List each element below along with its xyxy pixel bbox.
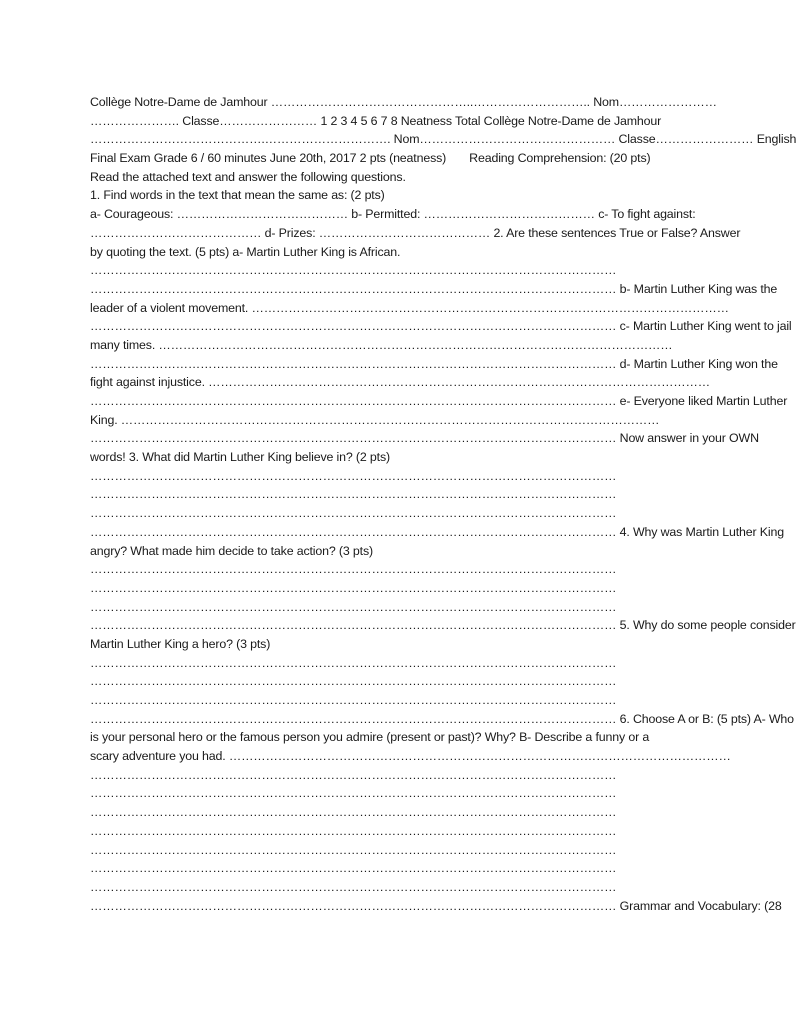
question-line: Martin Luther King a hero? (3 pts) <box>90 636 271 651</box>
answer-line: ………………………………………………………………………………………………………………… <box>90 263 617 278</box>
answer-line: ………………………………………………………………………………………………………………… d- Martin Luther King won the <box>90 356 778 371</box>
question-line: scary adventure you had. …………………………………………………………………………………………………………… <box>90 749 731 764</box>
answer-line: ………………………………………………………………………………………………………………… <box>90 786 617 801</box>
answer-line: ………………………………………………………………………………………………………………… <box>90 599 617 614</box>
answer-line: ………………………………………………………………………………………………………………… 6. Choose A or B: (5 pts) A- Who <box>90 711 794 726</box>
answer-line: fight against injustice. …………………………………………………………………………………………………………… <box>90 375 711 390</box>
answer-line: ………………………………………………………………………………………………………………… <box>90 506 617 521</box>
answer-line: ………………………………………………………………………………………………………………… <box>90 805 617 820</box>
question-line: is your personal hero or the famous person you admire (present or past)? Why? B- Describe a funny or a <box>90 730 650 745</box>
answer-line: many times. ……………………………………………………………………………………………………………… <box>90 337 673 352</box>
question-line: angry? What made him decide to take action? (3 pts) <box>90 543 373 558</box>
answer-line: ………………………………………………………………………………………………………………… e- Everyone liked Martin Luther <box>90 394 788 408</box>
document-body <box>90 93 796 915</box>
question-line: by quoting the text. (5 pts) a- Martin Luther King is African. <box>90 244 401 259</box>
answer-line: ………………………………………………………………………………………………………………… <box>90 655 617 670</box>
answer-line: ………………………………………………………………………………………………………………… <box>90 861 617 876</box>
answer-line: ………………………………………………………………………………………………………………… <box>90 562 617 577</box>
answer-line: ………………………………………………………………………………………………………………… <box>90 842 617 857</box>
answer-line: ………………………………………………………………………………………………………………… Now answer in your OWN <box>90 431 759 446</box>
answer-line: ………………………………………………………………………………………………………………… <box>90 767 617 782</box>
answer-line: ………………………………………………………………………………………………………………… <box>90 468 617 483</box>
answer-line: ………………………………………………………………………………………………………………… <box>90 823 617 838</box>
section-heading-line: ………………………………………………………………………………………………………………… Grammar and Vocabulary: (28 <box>90 898 782 913</box>
answer-line: ………………………………………………………………………………………………………………… c- Martin Luther King went to jail <box>90 319 792 334</box>
question-line: words! 3. What did Martin Luther King believe in? (2 pts) <box>90 450 390 465</box>
question-line: …………………………………… d- Prizes: …………………………………… 2. Are these sentences True or False? Answer <box>90 225 741 240</box>
text-line: Final Exam Grade 6 / 60 minutes June 20th, 2017 2 pts (neatness) Reading Comprehension: (20 pts) <box>90 151 651 166</box>
answer-line: ………………………………………………………………………………………………………………… b- Martin Luther King was the <box>90 281 778 296</box>
question-line: 1. Find words in the text that mean the same as: (2 pts) <box>90 188 385 203</box>
question-line: a- Courageous: …………………………………… b- Permitted: …………………………………… c- To fight against: <box>90 207 696 222</box>
instruction-line: Read the attached text and answer the following questions. <box>90 169 406 184</box>
text-line: …………………………………….…………………………. Nom………………………………………… Classe…………………… English <box>90 132 796 147</box>
answer-line: ………………………………………………………………………………………………………………… <box>90 580 617 595</box>
answer-line: King. …………………………………………………………………………………………………………………… <box>90 412 660 427</box>
answer-line: ………………………………………………………………………………………………………………… <box>90 879 617 894</box>
answer-line: ………………………………………………………………………………………………………………… <box>90 674 617 689</box>
answer-line: ………………………………………………………………………………………………………………… 4. Why was Martin Luther King <box>90 524 785 539</box>
answer-line: ………………………………………………………………………………………………………………… 5. Why do some people consider <box>90 618 796 633</box>
answer-line: ………………………………………………………………………………………………………………… <box>90 693 617 707</box>
text-line: Collège Notre-Dame de Jamhour …………………………………………..……………………….. Nom…………………… <box>90 95 717 109</box>
answer-line: ………………………………………………………………………………………………………………… <box>90 487 617 502</box>
text-line: …………………. Classe…………………… 1 2 3 4 5 6 7 8 Neatness Total Collège Notre-Dame de Jamhour <box>90 113 662 128</box>
answer-line: leader of a violent movement. ……………………………………………………………………………………………………… <box>90 300 729 315</box>
